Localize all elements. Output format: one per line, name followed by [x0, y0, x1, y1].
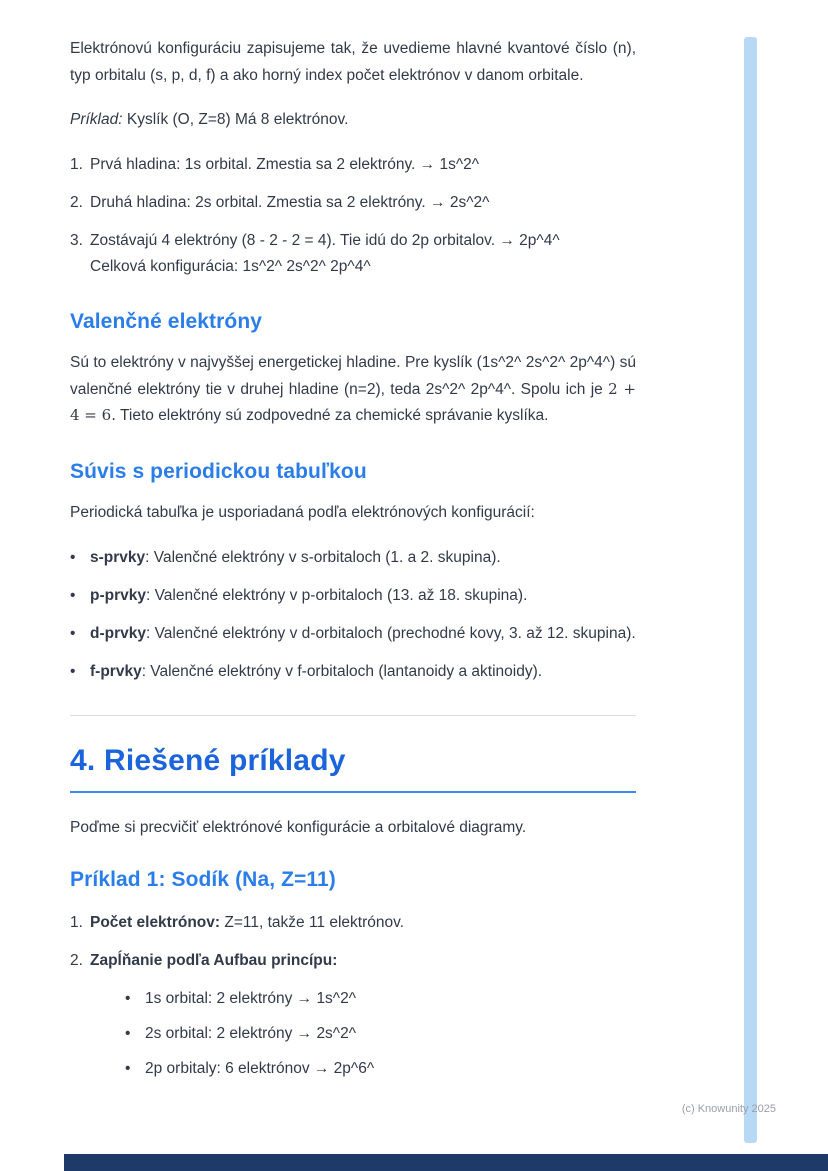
example1-steps-list [70, 910, 636, 1091]
section-divider [70, 715, 636, 716]
periodic-bullet-list [70, 545, 636, 685]
list-item [125, 1021, 636, 1047]
section4-intro-paragraph: Poďme si precvičiť elektrónové konfigurácie a orbitalové diagramy. [70, 818, 527, 836]
list-item [70, 583, 636, 609]
list-text [90, 228, 636, 280]
list-item [70, 621, 636, 647]
bold-term: s-prvky [90, 548, 146, 566]
term-description: : Valenčné elektróny v d-orbitaloch (prechodné kovy, 3. až 12. skupina). [146, 624, 636, 642]
bold-term: p-prvky [90, 586, 146, 604]
list-text-line1: Zostávajú 4 elektróny (8 - 2 - 2 = 4). Tie idú do 2p orbitalov. → 2p^4^ [90, 232, 560, 250]
list-number: 2. [70, 951, 83, 969]
list-item [70, 910, 636, 936]
section-heading-periodic-table: Súvis s periodickou tabuľkou [70, 460, 367, 484]
intro-paragraph: Elektrónovú konfiguráciu zapisujeme tak, že uvedieme hlavné kvantové číslo (n), typ orbitalu (s, p, d, f) a ako horný index počet elektrónov v danom orbitale. [70, 40, 636, 84]
example-label: Príklad: [70, 111, 123, 129]
list-item [70, 948, 636, 1091]
list-text-line2: Celková konfigurácia: 1s^2^ 2s^2^ 2p^4^ [90, 258, 371, 276]
list-text [90, 948, 636, 1091]
bold-term: Zapĺňanie podľa Aufbau princípu: [90, 951, 338, 969]
valence-math-expression: 2 + 4 = 6. [70, 379, 636, 425]
footer-copyright: (c) Knowunity 2025 [681, 1103, 776, 1115]
list-item [70, 190, 636, 216]
list-item [70, 659, 636, 685]
list-number: 3. [70, 232, 83, 250]
term-description: : Valenčné elektróny v f-orbitaloch (lantanoidy a aktinoidy). [141, 662, 543, 680]
example-text: Kyslík (O, Z=8) Má 8 elektrónov. [126, 111, 349, 129]
list-text [90, 545, 636, 571]
example-paragraph [70, 107, 636, 134]
list-number: 1. [70, 155, 83, 173]
aufbau-sublist [125, 986, 636, 1082]
oxygen-steps-list [70, 152, 636, 280]
list-text: 2s orbital: 2 elektróny → 2s^2^ [145, 1024, 356, 1042]
section-heading-example1: Príklad 1: Sodík (Na, Z=11) [70, 867, 336, 891]
bullet-icon: • [70, 586, 76, 604]
right-accent-bar [744, 37, 757, 1143]
section-heading-solved-examples: 4. Riešené príklady [70, 743, 346, 777]
bullet-icon: • [125, 989, 131, 1007]
bullet-icon: • [70, 624, 76, 642]
valence-paragraph [70, 350, 636, 430]
list-number: 2. [70, 194, 83, 211]
list-text [90, 910, 636, 936]
periodic-intro-paragraph: Periodická tabuľka je usporiadaná podľa elektrónových konfigurácií: [70, 504, 535, 522]
heading-underline [70, 791, 636, 793]
list-text: 1s orbital: 2 elektróny → 1s^2^ [145, 989, 356, 1007]
list-text [90, 659, 636, 685]
section-heading-valence-electrons: Valenčné elektróny [70, 310, 263, 334]
bullet-icon: • [70, 548, 76, 566]
list-number: 1. [70, 913, 83, 931]
valence-text-1: Sú to elektróny v najvyššej energetickej hladine. Pre kyslík (1s^2^ 2s^2^ 2p^4^) sú valenčné elektróny tie v druhej hladine (n=2), teda 2s^2^ 2p^4^. Spolu ich je [70, 354, 636, 398]
bold-term: f-prvky [90, 662, 142, 680]
list-item [70, 228, 636, 280]
term-description: : Valenčné elektróny v p-orbitaloch (13. až 18. skupina). [146, 586, 528, 604]
valence-text-2: Tieto elektróny sú zodpovedné za chemické správanie kyslíka. [120, 407, 549, 425]
bold-term: Počet elektrónov: [90, 913, 221, 931]
bullet-icon: • [70, 662, 76, 680]
bullet-icon: • [125, 1024, 131, 1042]
list-text: Prvá hladina: 1s orbital. Zmestia sa 2 elektróny. → 1s^2^ [90, 155, 480, 173]
list-item [70, 545, 636, 571]
list-text [90, 621, 636, 647]
page-content [70, 36, 636, 1091]
list-item [125, 1056, 636, 1082]
bottom-accent-bar [64, 1154, 828, 1171]
term-description: : Valenčné elektróny v s-orbitaloch (1. a 2. skupina). [145, 548, 501, 566]
bold-term: d-prvky [90, 624, 146, 642]
list-text [90, 583, 636, 609]
list-text: Druhá hladina: 2s orbital. Zmestia sa 2 elektróny. → 2s^2^ [90, 194, 490, 211]
list-item [125, 986, 636, 1012]
list-item [70, 152, 636, 178]
bullet-icon: • [125, 1059, 131, 1077]
term-description: Z=11, takže 11 elektrónov. [220, 913, 405, 931]
list-text: 2p orbitaly: 6 elektrónov → 2p^6^ [145, 1059, 375, 1077]
